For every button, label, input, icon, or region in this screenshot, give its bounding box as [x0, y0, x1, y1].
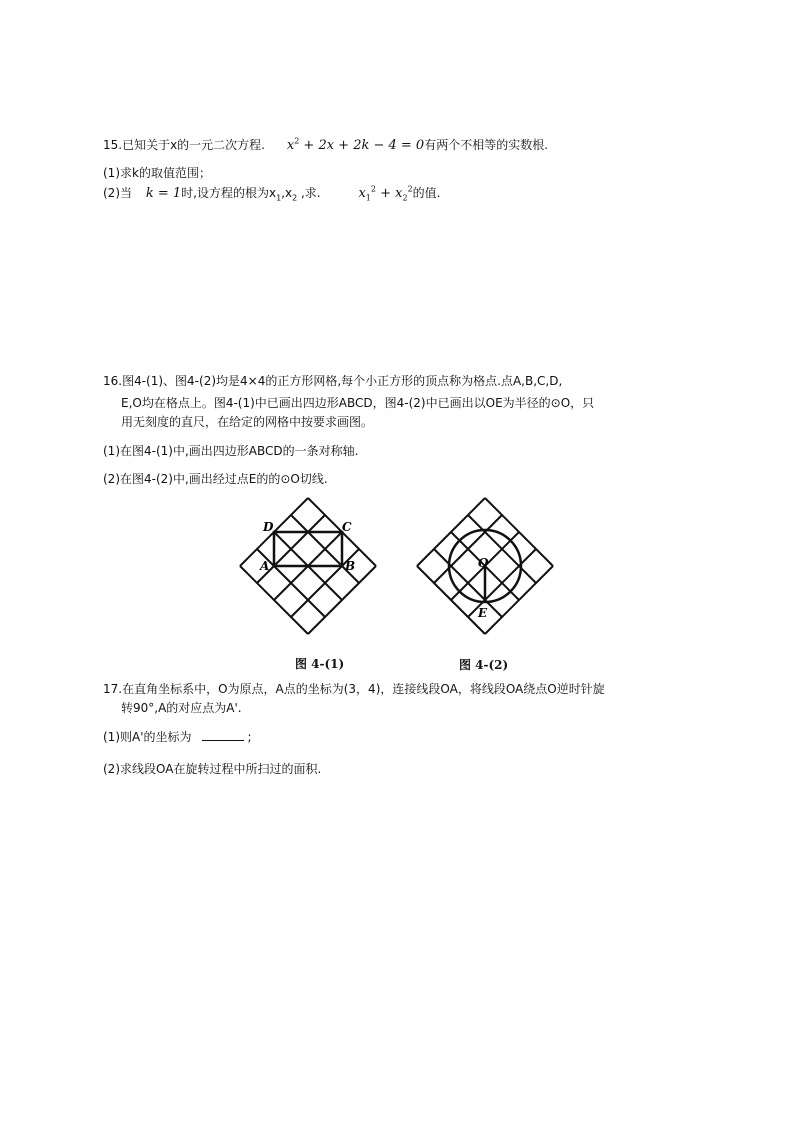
q15-part2-a: (2)当 — [103, 186, 132, 200]
q17-part2: (2)求线段OA在旋转过程中所扫过的面积. — [103, 762, 322, 776]
q16-line3: 用无刻度的直尺，在给定的网格中按要求画图。 — [121, 415, 374, 429]
q16-part2: (2)在图4-(2)中,画出经过点E的的⊙O切线. — [103, 472, 328, 486]
label-b: B — [345, 559, 356, 573]
q15-part1: (1)求k的取值范围； — [103, 166, 211, 180]
q16-line1: 16.图4-(1)、图4-(2)均是4×4的正方形网格,每个小正方形的顶点称为格点.点A,B,C,D, — [103, 374, 563, 388]
label-c: C — [342, 520, 352, 534]
q15-line1 — [103, 137, 548, 154]
q16-line2: E,O均在格点上。图4-(1)中已画出四边形ABCD，图4-(2)中已画出以OE为半径的⊙O，只 — [121, 396, 595, 410]
label-a: A — [260, 559, 270, 573]
q15-equation: $x^2 + 2x + 2k - 4 = 0$ — [286, 136, 425, 153]
figure-4-1-caption: 图 4-(1) — [295, 657, 345, 671]
answer-blank[interactable] — [202, 730, 244, 741]
q17-part1-text: (1)则A'的坐标为 — [103, 730, 192, 744]
figure-4-2-caption: 图 4-(2) — [459, 658, 509, 672]
quadrilateral-abcd — [274, 532, 342, 566]
q15-part2 — [103, 185, 441, 202]
q17-line1: 17.在直角坐标系中，O为原点，A点的坐标为(3，4)，连接线段OA，将线段OA绕点O逆时针旋 — [103, 682, 605, 696]
label-d: D — [263, 520, 274, 534]
q15-part2-b: 时,设方程的根为$x_1,x_2$ ,求. — [181, 186, 321, 203]
q15-expression: $x_1^2 + x_2^2$ — [358, 184, 413, 203]
q15-prefix: 15.已知关于x的一元二次方程. — [103, 138, 266, 152]
figure-4-1-grid — [232, 490, 382, 645]
q17-part1-end: ; — [247, 730, 252, 744]
q17-line2: 转90°,A的对应点为A'. — [121, 701, 242, 715]
q15-condition: k = 1 — [145, 186, 182, 201]
q17-part1 — [103, 729, 252, 745]
q15-part2-c: 的值. — [412, 186, 441, 200]
label-o: O — [478, 556, 489, 570]
label-e: E — [478, 606, 488, 620]
q16-part1: (1)在图4-(1)中,画出四边形ABCD的一条对称轴. — [103, 444, 359, 458]
figure-4-2-grid — [410, 490, 560, 645]
q15-suffix: 有两个不相等的实数根. — [424, 138, 549, 152]
